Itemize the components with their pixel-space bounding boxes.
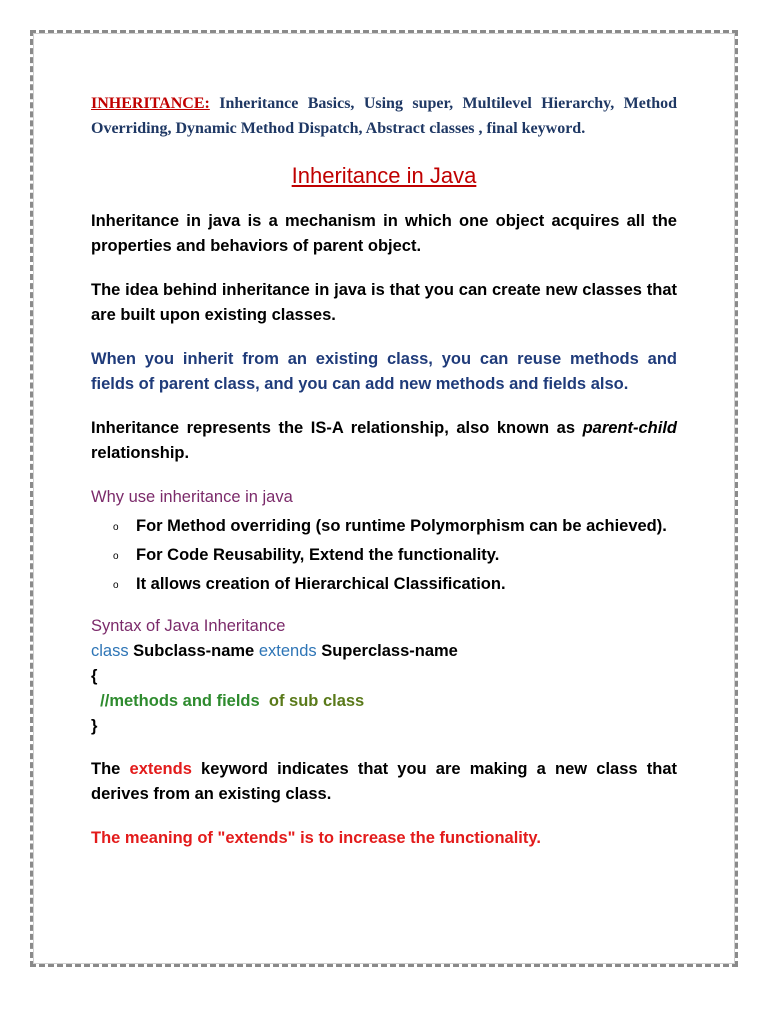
list-item	[91, 543, 677, 568]
syntax-close-brace: }	[91, 717, 98, 735]
bullet-circle-icon: o	[113, 522, 119, 533]
is-a-italic: parent-child	[582, 419, 677, 437]
paragraph-meaning: The meaning of "extends" is to increase the functionality.	[91, 829, 541, 847]
syntax-comment-tail: of sub class	[264, 692, 365, 710]
syntax-heading: Syntax of Java Inheritance	[91, 617, 286, 635]
why-heading: Why use inheritance in java	[91, 488, 293, 506]
keyword-extends: extends	[258, 642, 317, 660]
paragraph-extends	[91, 757, 677, 807]
bullet-circle-icon: o	[113, 551, 119, 562]
document-body	[91, 92, 677, 870]
paragraph-definition: Inheritance in java is a mechanism in which one object acquires all the properties and behaviors of parent object.	[91, 212, 677, 255]
topics-list: Inheritance Basics, Using super, Multilevel Hierarchy, Method Overriding, Dynamic Method Dispatch, Abstract classes , final keyword.	[91, 95, 677, 137]
syntax-comment-line	[91, 689, 677, 714]
list-item	[91, 572, 677, 597]
list-item-text: For Code Reusability, Extend the functionality.	[136, 546, 500, 564]
keyword-class: class	[91, 642, 129, 660]
is-a-tail: relationship.	[91, 444, 190, 462]
extends-after: keyword indicates that you are making a new class that derives from an existing class.	[91, 760, 678, 803]
extends-keyword: extends	[129, 760, 192, 778]
paragraph-reuse: When you inherit from an existing class, you can reuse methods and fields of parent class, and you can add new methods and fields also.	[91, 350, 677, 393]
paragraph-is-a	[91, 416, 677, 466]
syntax-open-brace: {	[91, 667, 98, 685]
syntax-comment: //methods and fields	[91, 692, 265, 710]
syntax-line-declaration	[91, 639, 677, 664]
paragraph-idea: The idea behind inheritance in java is that you can create new classes that are built upon existing classes.	[91, 281, 677, 324]
subclass-name: Subclass-name	[128, 642, 259, 660]
bullet-circle-icon: o	[113, 580, 119, 591]
list-item-text: For Method overriding (so runtime Polymorphism can be achieved).	[136, 517, 667, 535]
extends-before: The	[91, 760, 130, 778]
list-item	[91, 514, 677, 539]
list-item-text: It allows creation of Hierarchical Classification.	[136, 575, 506, 593]
topics-header	[91, 92, 677, 141]
why-list	[91, 514, 677, 597]
superclass-name: Superclass-name	[316, 642, 458, 660]
topics-lead: INHERITANCE:	[91, 95, 210, 112]
is-a-text: Inheritance represents the IS-A relationship, also known as	[91, 419, 583, 437]
syntax-block	[91, 614, 677, 739]
page-title: Inheritance in Java	[291, 163, 477, 188]
